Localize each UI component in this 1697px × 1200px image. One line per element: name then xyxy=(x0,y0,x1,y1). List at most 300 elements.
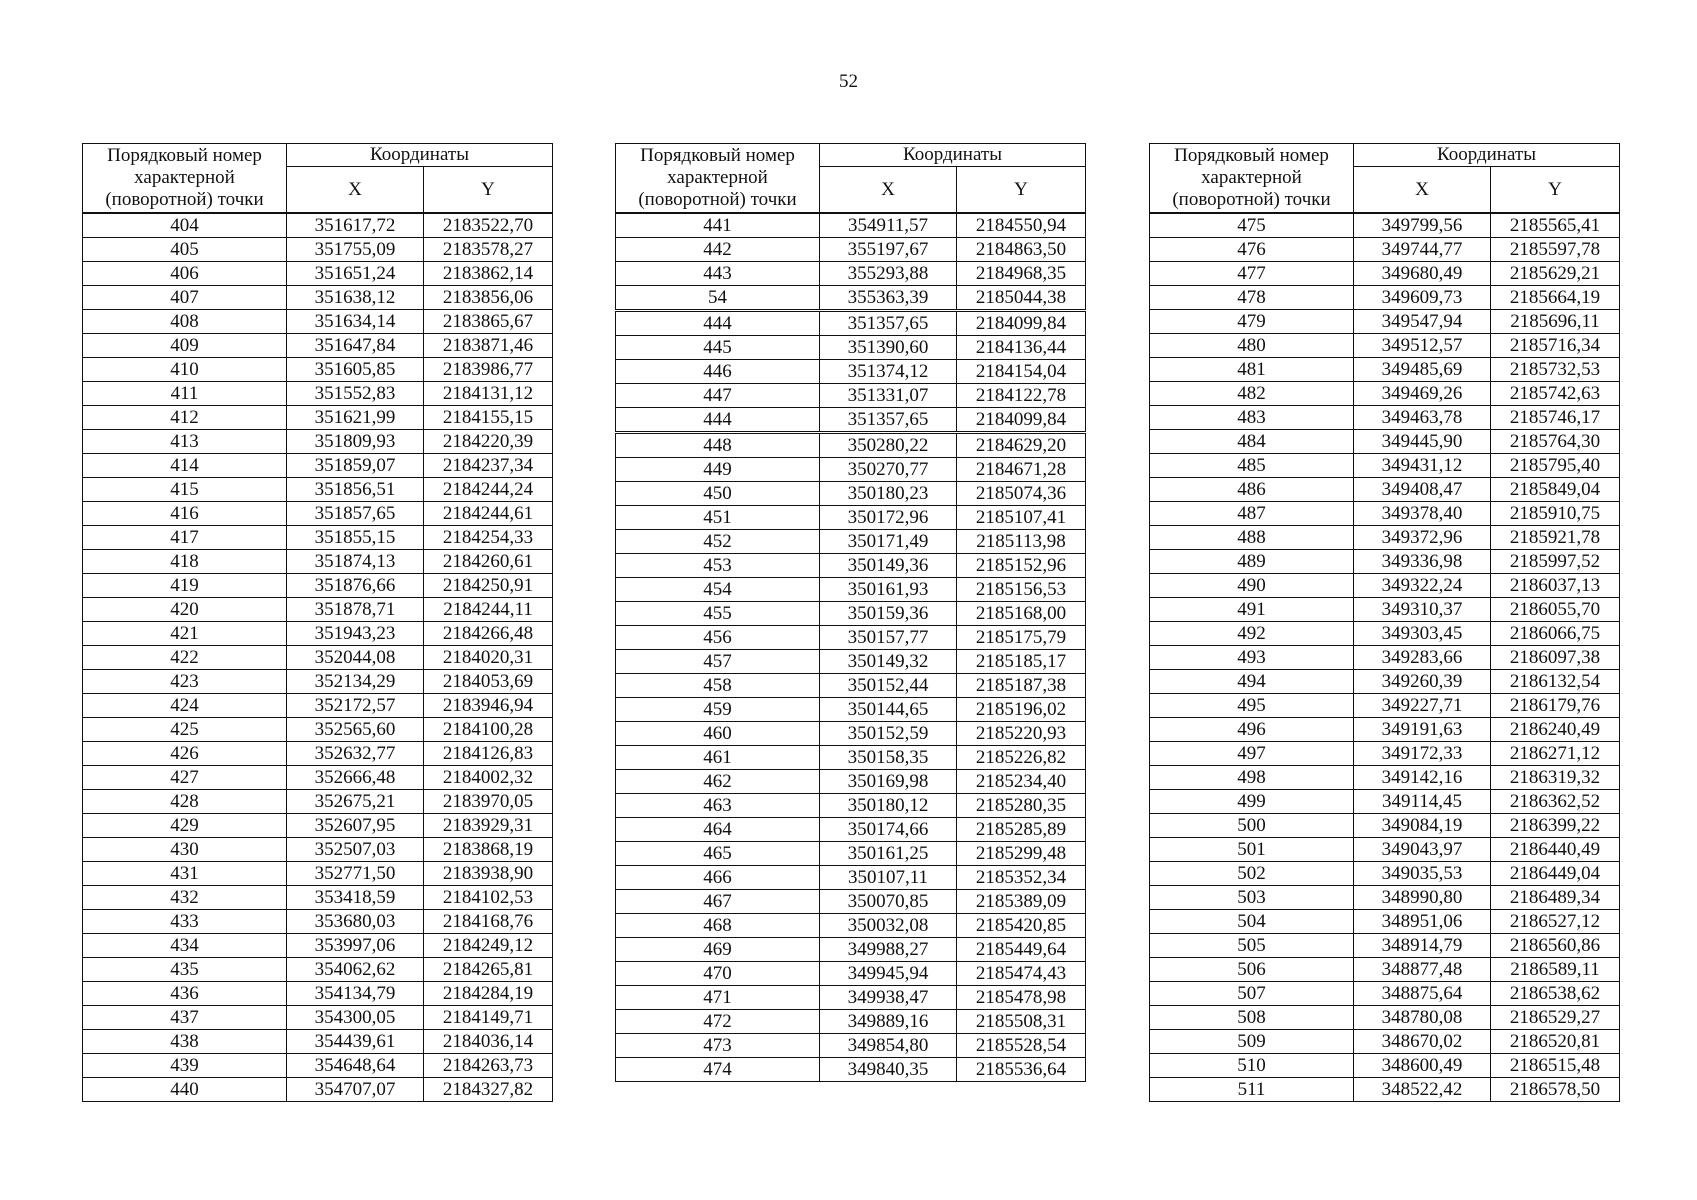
table-row xyxy=(616,360,1086,384)
y-cell: 2186589,11 xyxy=(1491,958,1620,982)
y-cell: 2186055,70 xyxy=(1491,598,1620,622)
y-cell: 2185187,38 xyxy=(957,674,1086,698)
x-cell: 354439,61 xyxy=(287,1030,424,1054)
y-cell: 2185152,96 xyxy=(957,554,1086,578)
point-number-cell: 464 xyxy=(616,818,820,842)
y-cell: 2183862,14 xyxy=(424,262,553,286)
table-row xyxy=(616,336,1086,360)
y-cell: 2185508,31 xyxy=(957,1010,1086,1034)
x-cell: 350152,44 xyxy=(820,674,957,698)
table-row xyxy=(616,238,1086,262)
table-row xyxy=(83,406,553,430)
y-cell: 2184968,35 xyxy=(957,262,1086,286)
x-cell: 350280,22 xyxy=(820,433,957,458)
x-cell: 348914,79 xyxy=(1354,934,1491,958)
y-cell: 2185997,52 xyxy=(1491,550,1620,574)
y-cell: 2184102,53 xyxy=(424,886,553,910)
point-number-cell: 506 xyxy=(1150,958,1354,982)
point-number-cell: 500 xyxy=(1150,814,1354,838)
table-row xyxy=(616,433,1086,458)
point-number-cell: 454 xyxy=(616,578,820,602)
point-number-cell: 473 xyxy=(616,1034,820,1058)
table-row xyxy=(83,526,553,550)
x-cell: 352044,08 xyxy=(287,646,424,670)
y-cell: 2184053,69 xyxy=(424,670,553,694)
point-number-cell: 437 xyxy=(83,1006,287,1030)
table-row xyxy=(1150,358,1620,382)
y-cell: 2184244,11 xyxy=(424,598,553,622)
point-number-cell: 404 xyxy=(83,213,287,238)
y-cell: 2184237,34 xyxy=(424,454,553,478)
point-number-cell: 449 xyxy=(616,458,820,482)
y-cell: 2183986,77 xyxy=(424,358,553,382)
y-cell: 2184154,04 xyxy=(957,360,1086,384)
table-row xyxy=(83,358,553,382)
point-number-cell: 440 xyxy=(83,1078,287,1102)
point-number-cell: 509 xyxy=(1150,1030,1354,1054)
y-cell: 2184002,32 xyxy=(424,766,553,790)
point-number-cell: 510 xyxy=(1150,1054,1354,1078)
point-number-cell: 54 xyxy=(616,286,820,311)
table-row xyxy=(616,384,1086,408)
x-cell: 351390,60 xyxy=(820,336,957,360)
point-number-cell: 472 xyxy=(616,1010,820,1034)
x-cell: 352607,95 xyxy=(287,814,424,838)
point-number-cell: 499 xyxy=(1150,790,1354,814)
y-cell: 2184260,61 xyxy=(424,550,553,574)
x-cell: 350152,59 xyxy=(820,722,957,746)
table-row xyxy=(1150,382,1620,406)
x-cell: 352565,60 xyxy=(287,718,424,742)
point-number-cell: 434 xyxy=(83,934,287,958)
point-number-cell: 493 xyxy=(1150,646,1354,670)
x-cell: 350070,85 xyxy=(820,890,957,914)
header-row xyxy=(83,144,553,167)
table-row xyxy=(1150,622,1620,646)
y-cell: 2185742,63 xyxy=(1491,382,1620,406)
y-cell: 2185220,93 xyxy=(957,722,1086,746)
y-cell: 2186132,54 xyxy=(1491,670,1620,694)
y-cell: 2185732,53 xyxy=(1491,358,1620,382)
table-row xyxy=(1150,742,1620,766)
point-number-cell: 483 xyxy=(1150,406,1354,430)
point-number-header-line: Порядковый номер xyxy=(640,145,795,166)
point-number-cell: 408 xyxy=(83,310,287,334)
x-cell: 351859,07 xyxy=(287,454,424,478)
y-cell: 2184122,78 xyxy=(957,384,1086,408)
y-cell: 2184249,12 xyxy=(424,934,553,958)
point-number-cell: 469 xyxy=(616,938,820,962)
point-number-cell: 430 xyxy=(83,838,287,862)
x-cell: 352172,57 xyxy=(287,694,424,718)
x-cell: 350107,11 xyxy=(820,866,957,890)
y-cell: 2185175,79 xyxy=(957,626,1086,650)
x-cell: 349084,19 xyxy=(1354,814,1491,838)
table-row xyxy=(83,790,553,814)
y-cell: 2185449,64 xyxy=(957,938,1086,962)
table-row xyxy=(616,213,1086,238)
x-cell: 349469,26 xyxy=(1354,382,1491,406)
point-number-cell: 419 xyxy=(83,574,287,598)
y-cell: 2184220,39 xyxy=(424,430,553,454)
x-cell: 349512,57 xyxy=(1354,334,1491,358)
table-row xyxy=(1150,958,1620,982)
point-number-header-line: Порядковый номер xyxy=(1174,145,1329,166)
point-number-header xyxy=(1150,144,1354,214)
table-row xyxy=(83,1030,553,1054)
point-number-cell: 445 xyxy=(616,336,820,360)
x-cell: 349191,63 xyxy=(1354,718,1491,742)
point-number-cell: 497 xyxy=(1150,742,1354,766)
table-row xyxy=(616,722,1086,746)
x-cell: 353680,03 xyxy=(287,910,424,934)
y-cell: 2185664,19 xyxy=(1491,286,1620,310)
table-row xyxy=(616,866,1086,890)
y-cell: 2184136,44 xyxy=(957,336,1086,360)
y-header: Y xyxy=(957,167,1086,214)
table-row xyxy=(83,814,553,838)
y-cell: 2184266,48 xyxy=(424,622,553,646)
y-cell: 2184168,76 xyxy=(424,910,553,934)
x-cell: 350161,25 xyxy=(820,842,957,866)
point-number-cell: 446 xyxy=(616,360,820,384)
point-number-cell: 505 xyxy=(1150,934,1354,958)
x-cell: 350157,77 xyxy=(820,626,957,650)
table-row xyxy=(83,766,553,790)
y-cell: 2183938,90 xyxy=(424,862,553,886)
table-row xyxy=(83,550,553,574)
y-cell: 2183929,31 xyxy=(424,814,553,838)
table-row xyxy=(1150,862,1620,886)
table-row xyxy=(1150,982,1620,1006)
point-number-cell: 416 xyxy=(83,502,287,526)
table-row xyxy=(83,718,553,742)
table-row xyxy=(83,286,553,310)
y-cell: 2183871,46 xyxy=(424,334,553,358)
table-row xyxy=(1150,1078,1620,1102)
point-number-cell: 433 xyxy=(83,910,287,934)
table-row xyxy=(83,478,553,502)
point-number-cell: 468 xyxy=(616,914,820,938)
x-cell: 350149,32 xyxy=(820,650,957,674)
y-cell: 2185849,04 xyxy=(1491,478,1620,502)
table-row xyxy=(83,910,553,934)
x-cell: 351651,24 xyxy=(287,262,424,286)
point-number-header xyxy=(83,144,287,214)
x-cell: 351357,65 xyxy=(820,311,957,336)
table-row xyxy=(83,670,553,694)
y-cell: 2186538,62 xyxy=(1491,982,1620,1006)
point-number-cell: 495 xyxy=(1150,694,1354,718)
x-cell: 349938,47 xyxy=(820,986,957,1010)
x-cell: 350180,12 xyxy=(820,794,957,818)
y-cell: 2184265,81 xyxy=(424,958,553,982)
y-cell: 2186529,27 xyxy=(1491,1006,1620,1030)
table-row xyxy=(616,458,1086,482)
point-number-cell: 406 xyxy=(83,262,287,286)
point-number-cell: 461 xyxy=(616,746,820,770)
y-cell: 2185044,38 xyxy=(957,286,1086,311)
point-number-cell: 422 xyxy=(83,646,287,670)
x-cell: 349988,27 xyxy=(820,938,957,962)
y-cell: 2185565,41 xyxy=(1491,213,1620,238)
y-cell: 2185168,00 xyxy=(957,602,1086,626)
y-cell: 2184550,94 xyxy=(957,213,1086,238)
y-cell: 2186097,38 xyxy=(1491,646,1620,670)
y-cell: 2186399,22 xyxy=(1491,814,1620,838)
point-number-cell: 444 xyxy=(616,408,820,433)
table-row xyxy=(616,794,1086,818)
x-cell: 351857,65 xyxy=(287,502,424,526)
point-number-cell: 413 xyxy=(83,430,287,454)
x-cell: 354300,05 xyxy=(287,1006,424,1030)
point-number-cell: 503 xyxy=(1150,886,1354,910)
x-cell: 349609,73 xyxy=(1354,286,1491,310)
point-number-cell: 502 xyxy=(1150,862,1354,886)
y-header: Y xyxy=(424,167,553,214)
y-cell: 2186578,50 xyxy=(1491,1078,1620,1102)
x-cell: 350180,23 xyxy=(820,482,957,506)
point-number-cell: 429 xyxy=(83,814,287,838)
x-cell: 351331,07 xyxy=(820,384,957,408)
x-cell: 354648,64 xyxy=(287,1054,424,1078)
y-cell: 2184099,84 xyxy=(957,311,1086,336)
point-number-cell: 418 xyxy=(83,550,287,574)
table-row xyxy=(83,934,553,958)
point-number-cell: 478 xyxy=(1150,286,1354,310)
x-cell: 351617,72 xyxy=(287,213,424,238)
point-number-cell: 475 xyxy=(1150,213,1354,238)
point-number-cell: 420 xyxy=(83,598,287,622)
point-number-cell: 484 xyxy=(1150,430,1354,454)
y-cell: 2185226,82 xyxy=(957,746,1086,770)
table-row xyxy=(1150,526,1620,550)
table-row xyxy=(616,914,1086,938)
x-cell: 349114,45 xyxy=(1354,790,1491,814)
point-number-cell: 470 xyxy=(616,962,820,986)
coordinates-table-2 xyxy=(615,143,1086,1082)
table-row xyxy=(83,574,553,598)
point-number-cell: 414 xyxy=(83,454,287,478)
table-row xyxy=(83,646,553,670)
table-row xyxy=(1150,694,1620,718)
x-cell: 352507,03 xyxy=(287,838,424,862)
x-cell: 349408,47 xyxy=(1354,478,1491,502)
y-header: Y xyxy=(1491,167,1620,214)
y-cell: 2184671,28 xyxy=(957,458,1086,482)
x-cell: 353418,59 xyxy=(287,886,424,910)
table-row xyxy=(616,818,1086,842)
point-number-cell: 423 xyxy=(83,670,287,694)
point-number-cell: 409 xyxy=(83,334,287,358)
table-row xyxy=(1150,838,1620,862)
point-number-header xyxy=(616,144,820,214)
x-header: X xyxy=(820,167,957,214)
table-row xyxy=(616,482,1086,506)
x-cell: 354707,07 xyxy=(287,1078,424,1102)
table-row xyxy=(1150,766,1620,790)
table-row xyxy=(616,1034,1086,1058)
x-cell: 351809,93 xyxy=(287,430,424,454)
x-cell: 351755,09 xyxy=(287,238,424,262)
x-cell: 349445,90 xyxy=(1354,430,1491,454)
point-number-cell: 443 xyxy=(616,262,820,286)
point-number-cell: 494 xyxy=(1150,670,1354,694)
point-number-cell: 427 xyxy=(83,766,287,790)
point-number-cell: 448 xyxy=(616,433,820,458)
point-number-cell: 507 xyxy=(1150,982,1354,1006)
point-number-cell: 438 xyxy=(83,1030,287,1054)
coordinates-table-1 xyxy=(82,143,553,1102)
x-cell: 349172,33 xyxy=(1354,742,1491,766)
x-cell: 351647,84 xyxy=(287,334,424,358)
point-number-cell: 477 xyxy=(1150,262,1354,286)
x-cell: 351856,51 xyxy=(287,478,424,502)
y-cell: 2185280,35 xyxy=(957,794,1086,818)
y-cell: 2185746,17 xyxy=(1491,406,1620,430)
y-cell: 2185156,53 xyxy=(957,578,1086,602)
x-cell: 350270,77 xyxy=(820,458,957,482)
x-cell: 350161,93 xyxy=(820,578,957,602)
point-number-cell: 492 xyxy=(1150,622,1354,646)
table-row xyxy=(616,746,1086,770)
table-row xyxy=(616,554,1086,578)
x-cell: 352134,29 xyxy=(287,670,424,694)
y-cell: 2185597,78 xyxy=(1491,238,1620,262)
x-cell: 348522,42 xyxy=(1354,1078,1491,1102)
table-row xyxy=(83,1006,553,1030)
table-row xyxy=(616,262,1086,286)
y-cell: 2186037,13 xyxy=(1491,574,1620,598)
x-cell: 353997,06 xyxy=(287,934,424,958)
table-row xyxy=(1150,1030,1620,1054)
table-row xyxy=(1150,718,1620,742)
y-cell: 2186362,52 xyxy=(1491,790,1620,814)
x-cell: 352771,50 xyxy=(287,862,424,886)
y-cell: 2185352,34 xyxy=(957,866,1086,890)
point-number-cell: 421 xyxy=(83,622,287,646)
table-row xyxy=(1150,790,1620,814)
y-cell: 2184863,50 xyxy=(957,238,1086,262)
y-cell: 2185528,54 xyxy=(957,1034,1086,1058)
y-cell: 2185764,30 xyxy=(1491,430,1620,454)
x-cell: 349854,80 xyxy=(820,1034,957,1058)
point-number-cell: 471 xyxy=(616,986,820,1010)
page-number: 52 xyxy=(839,71,858,92)
point-number-cell: 486 xyxy=(1150,478,1354,502)
point-number-cell: 435 xyxy=(83,958,287,982)
x-cell: 349378,40 xyxy=(1354,502,1491,526)
y-cell: 2185795,40 xyxy=(1491,454,1620,478)
point-number-cell: 412 xyxy=(83,406,287,430)
x-cell: 351638,12 xyxy=(287,286,424,310)
point-number-header-line: (поворотной) точки xyxy=(1172,189,1331,210)
y-cell: 2184327,82 xyxy=(424,1078,553,1102)
coordinates-table-3 xyxy=(1149,143,1620,1102)
table-row xyxy=(83,838,553,862)
y-cell: 2184020,31 xyxy=(424,646,553,670)
y-cell: 2185389,09 xyxy=(957,890,1086,914)
x-cell: 349035,53 xyxy=(1354,862,1491,886)
y-cell: 2186449,04 xyxy=(1491,862,1620,886)
table-row xyxy=(1150,598,1620,622)
x-cell: 349372,96 xyxy=(1354,526,1491,550)
y-cell: 2184629,20 xyxy=(957,433,1086,458)
table-row xyxy=(616,506,1086,530)
y-cell: 2185113,98 xyxy=(957,530,1086,554)
point-number-cell: 488 xyxy=(1150,526,1354,550)
y-cell: 2184131,12 xyxy=(424,382,553,406)
y-cell: 2185074,36 xyxy=(957,482,1086,506)
point-number-cell: 441 xyxy=(616,213,820,238)
point-number-cell: 450 xyxy=(616,482,820,506)
y-cell: 2184244,61 xyxy=(424,502,553,526)
x-cell: 355197,67 xyxy=(820,238,957,262)
y-cell: 2184254,33 xyxy=(424,526,553,550)
y-cell: 2185299,48 xyxy=(957,842,1086,866)
table-row xyxy=(616,650,1086,674)
point-number-cell: 407 xyxy=(83,286,287,310)
x-cell: 349680,49 xyxy=(1354,262,1491,286)
y-cell: 2185107,41 xyxy=(957,506,1086,530)
point-number-cell: 496 xyxy=(1150,718,1354,742)
y-cell: 2186527,12 xyxy=(1491,910,1620,934)
y-cell: 2186179,76 xyxy=(1491,694,1620,718)
table-row xyxy=(616,1058,1086,1082)
y-cell: 2184250,91 xyxy=(424,574,553,598)
x-cell: 350158,35 xyxy=(820,746,957,770)
table-row xyxy=(616,770,1086,794)
x-cell: 352666,48 xyxy=(287,766,424,790)
header-row xyxy=(616,144,1086,167)
point-number-header-line: характерной xyxy=(667,167,768,188)
table-row xyxy=(1150,262,1620,286)
table-row xyxy=(83,886,553,910)
x-cell: 349322,24 xyxy=(1354,574,1491,598)
y-cell: 2184099,84 xyxy=(957,408,1086,433)
point-number-cell: 459 xyxy=(616,698,820,722)
y-cell: 2183578,27 xyxy=(424,238,553,262)
x-cell: 349336,98 xyxy=(1354,550,1491,574)
table-row xyxy=(1150,238,1620,262)
x-cell: 354134,79 xyxy=(287,982,424,1006)
point-number-cell: 455 xyxy=(616,602,820,626)
point-number-cell: 466 xyxy=(616,866,820,890)
point-number-cell: 467 xyxy=(616,890,820,914)
table-row xyxy=(83,213,553,238)
x-cell: 351874,13 xyxy=(287,550,424,574)
x-cell: 349431,12 xyxy=(1354,454,1491,478)
table-row xyxy=(616,962,1086,986)
point-number-cell: 411 xyxy=(83,382,287,406)
point-number-cell: 489 xyxy=(1150,550,1354,574)
table-row xyxy=(1150,646,1620,670)
table-row xyxy=(616,578,1086,602)
header-row xyxy=(1150,144,1620,167)
x-cell: 348951,06 xyxy=(1354,910,1491,934)
x-cell: 349310,37 xyxy=(1354,598,1491,622)
table-row xyxy=(616,311,1086,336)
coordinates-header: Координаты xyxy=(1354,144,1620,167)
y-cell: 2184244,24 xyxy=(424,478,553,502)
table-row xyxy=(1150,670,1620,694)
y-cell: 2185921,78 xyxy=(1491,526,1620,550)
x-cell: 349799,56 xyxy=(1354,213,1491,238)
table-row xyxy=(616,938,1086,962)
y-cell: 2183522,70 xyxy=(424,213,553,238)
point-number-cell: 436 xyxy=(83,982,287,1006)
x-cell: 349227,71 xyxy=(1354,694,1491,718)
